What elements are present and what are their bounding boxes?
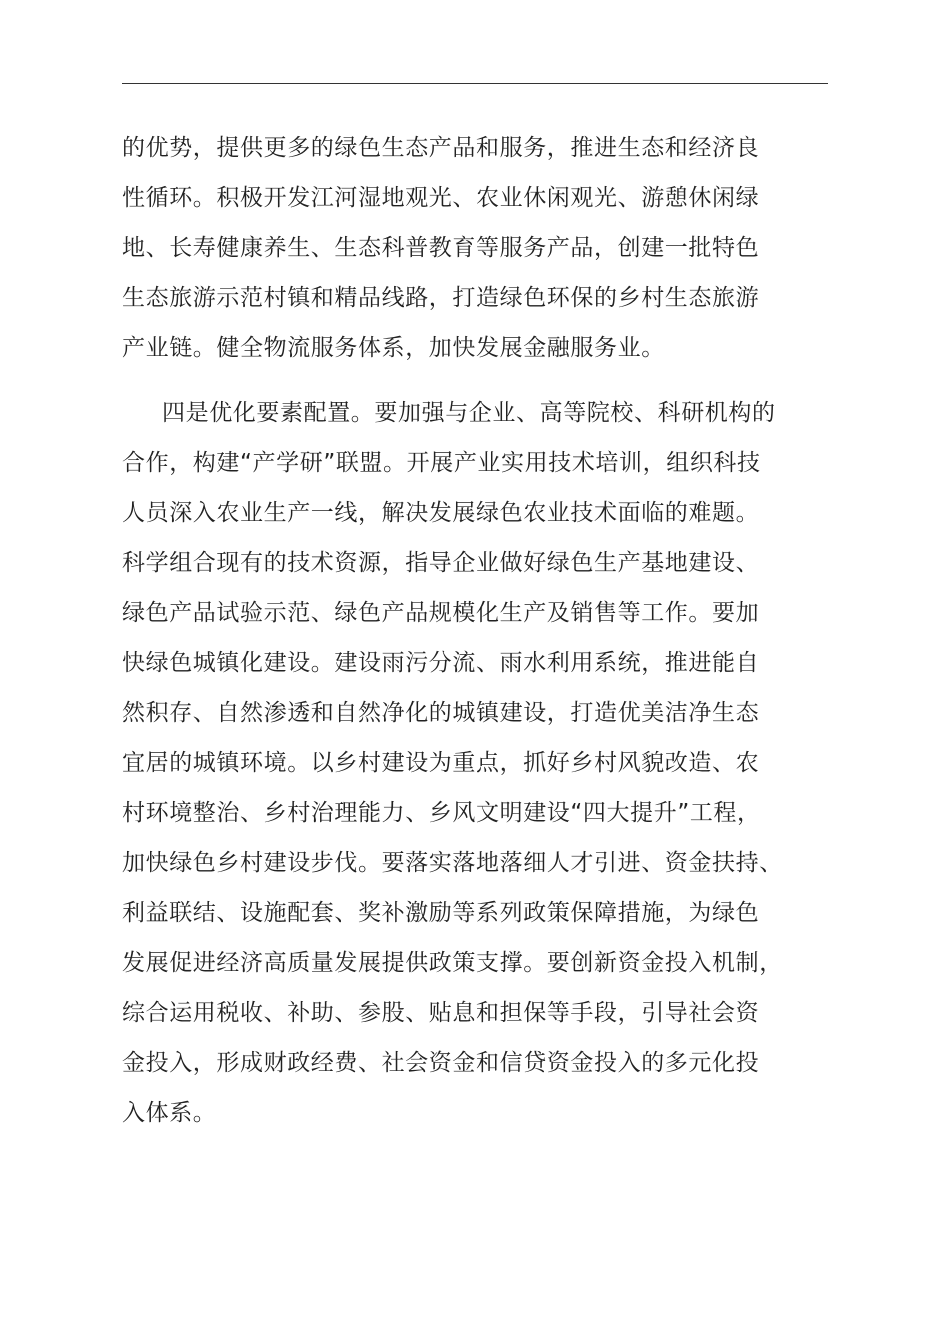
paragraph-2-line-6: 快绿色城镇化建设。建设雨污分流、雨水利用系统，推进能自 [122,650,760,676]
paragraph-2-line-11: 利益联结、设施配套、奖补激励等系列政策保障措施，为绿色 [122,900,760,926]
paragraph-2-line-15: 入体系。 [122,1100,217,1126]
paragraph-2-line-3: 人员深入农业生产一线，解决发展绿色农业技术面临的难题。 [122,500,760,526]
paragraph-2-line-8: 宜居的城镇环境。以乡村建设为重点，抓好乡村风貌改造、农 [122,750,760,776]
paragraph-2-line-7: 然积存、自然渗透和自然净化的城镇建设，打造优美洁净生态 [122,700,760,726]
paragraph-2-line-1: 四是优化要素配置。要加强与企业、高等院校、科研机构的 [162,400,776,426]
paragraph-2-line-5: 绿色产品试验示范、绿色产品规模化生产及销售等工作。要加 [122,600,760,626]
paragraph-2-line-14: 金投入，形成财政经费、社会资金和信贷资金投入的多元化投 [122,1050,760,1076]
paragraph-2-line-13: 综合运用税收、补助、参股、贴息和担保等手段，引导社会资 [122,1000,760,1026]
paragraph-1-line-3: 地、长寿健康养生、生态科普教育等服务产品，创建一批特色 [122,235,760,261]
paragraph-2-line-2: 合作，构建“产学研”联盟。开展产业实用技术培训，组织科技 [122,450,761,476]
paragraph-2-line-9: 村环境整治、乡村治理能力、乡风文明建设“四大提升”工程， [122,800,761,826]
header-divider [122,83,828,84]
paragraph-2-line-12: 发展促进经济高质量发展提供政策支撑。要创新资金投入机制， [122,950,783,976]
paragraph-2-line-4: 科学组合现有的技术资源，指导企业做好绿色生产基地建设、 [122,550,760,576]
paragraph-1-line-5: 产业链。健全物流服务体系，加快发展金融服务业。 [122,335,665,361]
paragraph-2-line-10: 加快绿色乡村建设步伐。要落实落地落细人才引进、资金扶持、 [122,850,783,876]
paragraph-1-line-4: 生态旅游示范村镇和精品线路，打造绿色环保的乡村生态旅游 [122,285,760,311]
paragraph-1-line-1: 的优势，提供更多的绿色生态产品和服务，推进生态和经济良 [122,135,760,161]
paragraph-1-line-2: 性循环。积极开发江河湿地观光、农业休闲观光、游憩休闲绿 [122,185,760,211]
